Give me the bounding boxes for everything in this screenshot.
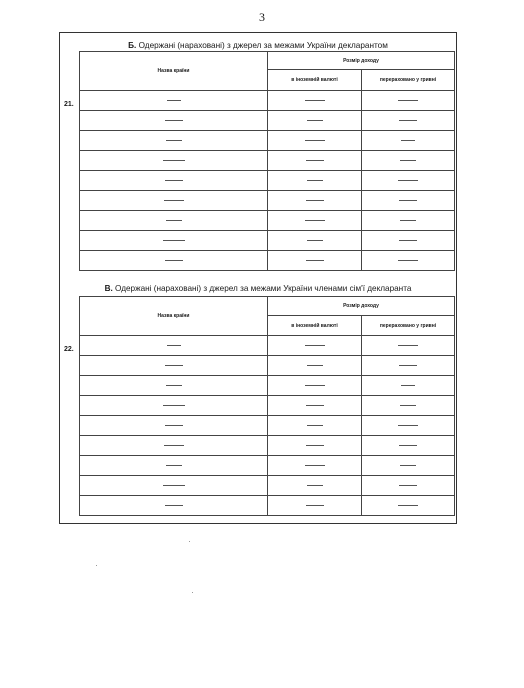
- blank-dash-mark: [307, 120, 323, 121]
- blank-dash-mark: [305, 345, 325, 346]
- section-b-row: [80, 131, 455, 151]
- scan-speck: [192, 592, 193, 593]
- blank-dash-mark: [398, 505, 418, 506]
- blank-dash-mark: [307, 425, 323, 426]
- section-b-uah-amount-cell: [362, 151, 455, 171]
- section-c-row: [80, 376, 455, 396]
- blank-dash-mark: [165, 505, 183, 506]
- blank-dash-mark: [398, 345, 418, 346]
- section-b-uah-amount-cell: [362, 231, 455, 251]
- blank-dash-mark: [307, 365, 323, 366]
- section-b-foreign-amount-cell: [268, 211, 362, 231]
- blank-dash-mark: [398, 425, 418, 426]
- blank-dash-mark: [398, 260, 418, 261]
- blank-dash-mark: [305, 100, 325, 101]
- section-c-uah-amount-cell: [362, 336, 455, 356]
- section-c-uah-amount-cell: [362, 376, 455, 396]
- section-b-title-text: Одержані (нараховані) з джерел за межами України декларантом: [138, 41, 388, 50]
- section-c-uah-amount-cell: [362, 436, 455, 456]
- blank-dash-mark: [165, 120, 183, 121]
- section-b-row: [80, 171, 455, 191]
- blank-dash-mark: [166, 465, 182, 466]
- scan-speck: [189, 541, 190, 542]
- section-b-uah-amount-cell: [362, 111, 455, 131]
- blank-dash-mark: [163, 405, 185, 406]
- section-b-income-header: Розмір доходу: [268, 52, 455, 70]
- blank-dash-mark: [163, 160, 185, 161]
- blank-dash-mark: [306, 445, 324, 446]
- section-c-table: [79, 296, 455, 516]
- section-b-title: [60, 41, 456, 50]
- section-c-foreign-header: в іноземній валюті: [268, 316, 362, 336]
- section-c-foreign-amount-cell: [268, 376, 362, 396]
- blank-dash-mark: [163, 240, 185, 241]
- blank-dash-mark: [167, 345, 181, 346]
- section-b-foreign-amount-cell: [268, 91, 362, 111]
- section-b-uah-header: перераховано у гривні: [362, 70, 455, 91]
- blank-dash-mark: [307, 180, 323, 181]
- section-b-foreign-amount-cell: [268, 171, 362, 191]
- section-b-country-cell: [80, 151, 268, 171]
- section-c-country-cell: [80, 476, 268, 496]
- section-c-uah-header: перераховано у гривні: [362, 316, 455, 336]
- section-c-country-cell: [80, 416, 268, 436]
- section-b-uah-amount-cell: [362, 191, 455, 211]
- section-c-row: [80, 496, 455, 516]
- section-b-country-header: Назва країни: [80, 52, 268, 91]
- blank-dash-mark: [399, 200, 417, 201]
- section-b-country-cell: [80, 211, 268, 231]
- blank-dash-mark: [167, 100, 181, 101]
- section-b-country-cell: [80, 91, 268, 111]
- section-b-country-cell: [80, 231, 268, 251]
- section-c-title: [60, 284, 456, 293]
- blank-dash-mark: [399, 485, 417, 486]
- section-c-letter: В.: [104, 284, 113, 293]
- blank-dash-mark: [306, 200, 324, 201]
- blank-dash-mark: [399, 240, 417, 241]
- section-c-foreign-amount-cell: [268, 456, 362, 476]
- section-b-country-cell: [80, 131, 268, 151]
- blank-dash-mark: [165, 260, 183, 261]
- blank-dash-mark: [400, 405, 416, 406]
- section-b-row: [80, 251, 455, 271]
- section-b-foreign-amount-cell: [268, 111, 362, 131]
- blank-dash-mark: [165, 365, 183, 366]
- section-c-foreign-amount-cell: [268, 496, 362, 516]
- blank-dash-mark: [399, 365, 417, 366]
- blank-dash-mark: [305, 465, 325, 466]
- declaration-frame: [59, 32, 457, 524]
- section-c-uah-amount-cell: [362, 356, 455, 376]
- section-b-foreign-amount-cell: [268, 131, 362, 151]
- section-c-country-cell: [80, 436, 268, 456]
- section-b-uah-amount-cell: [362, 91, 455, 111]
- section-c-row: [80, 456, 455, 476]
- section-c-foreign-amount-cell: [268, 356, 362, 376]
- blank-dash-mark: [307, 485, 323, 486]
- section-b-country-cell: [80, 171, 268, 191]
- blank-dash-mark: [166, 140, 182, 141]
- section-b-row: [80, 91, 455, 111]
- blank-dash-mark: [401, 385, 415, 386]
- blank-dash-mark: [166, 385, 182, 386]
- blank-dash-mark: [307, 240, 323, 241]
- section-c-country-cell: [80, 456, 268, 476]
- section-c-title-text: Одержані (нараховані) з джерел за межами України членами сім'ї декларанта: [115, 284, 412, 293]
- section-b-row: [80, 151, 455, 171]
- blank-dash-mark: [398, 180, 418, 181]
- section-c-row-number: 22.: [64, 346, 74, 353]
- section-b-row: [80, 211, 455, 231]
- section-c-row: [80, 416, 455, 436]
- blank-dash-mark: [401, 140, 415, 141]
- section-c-row: [80, 436, 455, 456]
- blank-dash-mark: [305, 220, 325, 221]
- blank-dash-mark: [306, 505, 324, 506]
- scan-speck: [96, 565, 97, 566]
- blank-dash-mark: [164, 200, 184, 201]
- section-b-uah-amount-cell: [362, 251, 455, 271]
- section-b-foreign-header: в іноземній валюті: [268, 70, 362, 91]
- blank-dash-mark: [400, 220, 416, 221]
- section-c-country-cell: [80, 356, 268, 376]
- section-b-foreign-amount-cell: [268, 231, 362, 251]
- section-b-country-cell: [80, 191, 268, 211]
- section-c-foreign-amount-cell: [268, 476, 362, 496]
- section-b-row: [80, 231, 455, 251]
- section-b-country-cell: [80, 111, 268, 131]
- section-c-row: [80, 356, 455, 376]
- blank-dash-mark: [306, 260, 324, 261]
- section-c-foreign-amount-cell: [268, 416, 362, 436]
- section-b-foreign-amount-cell: [268, 191, 362, 211]
- blank-dash-mark: [305, 140, 325, 141]
- section-b-row: [80, 111, 455, 131]
- section-c-uah-amount-cell: [362, 456, 455, 476]
- blank-dash-mark: [165, 180, 183, 181]
- section-b-foreign-amount-cell: [268, 151, 362, 171]
- blank-dash-mark: [400, 465, 416, 466]
- page-number: 3: [259, 10, 265, 24]
- blank-dash-mark: [164, 445, 184, 446]
- blank-dash-mark: [163, 485, 185, 486]
- blank-dash-mark: [400, 160, 416, 161]
- section-b-row: [80, 191, 455, 211]
- section-c-country-cell: [80, 396, 268, 416]
- section-c-uah-amount-cell: [362, 416, 455, 436]
- section-c-row: [80, 336, 455, 356]
- section-b-row-number: 21.: [64, 101, 74, 108]
- section-b-uah-amount-cell: [362, 211, 455, 231]
- section-b-table: [79, 51, 455, 271]
- section-c-uah-amount-cell: [362, 496, 455, 516]
- section-c-foreign-amount-cell: [268, 396, 362, 416]
- blank-dash-mark: [305, 385, 325, 386]
- blank-dash-mark: [399, 120, 417, 121]
- blank-dash-mark: [399, 445, 417, 446]
- section-c-uah-amount-cell: [362, 476, 455, 496]
- blank-dash-mark: [306, 405, 324, 406]
- section-c-foreign-amount-cell: [268, 436, 362, 456]
- blank-dash-mark: [398, 100, 418, 101]
- section-b-uah-amount-cell: [362, 131, 455, 151]
- blank-dash-mark: [165, 425, 183, 426]
- section-c-country-cell: [80, 376, 268, 396]
- section-b-uah-amount-cell: [362, 171, 455, 191]
- section-b-foreign-amount-cell: [268, 251, 362, 271]
- section-b-letter: Б.: [128, 41, 137, 50]
- section-c-uah-amount-cell: [362, 396, 455, 416]
- section-c-row: [80, 476, 455, 496]
- section-c-country-header: Назва країни: [80, 297, 268, 336]
- blank-dash-mark: [306, 160, 324, 161]
- section-c-foreign-amount-cell: [268, 336, 362, 356]
- section-b-country-cell: [80, 251, 268, 271]
- section-c-income-header: Розмір доходу: [268, 297, 455, 316]
- section-c-country-cell: [80, 496, 268, 516]
- section-c-country-cell: [80, 336, 268, 356]
- section-c-row: [80, 396, 455, 416]
- blank-dash-mark: [166, 220, 182, 221]
